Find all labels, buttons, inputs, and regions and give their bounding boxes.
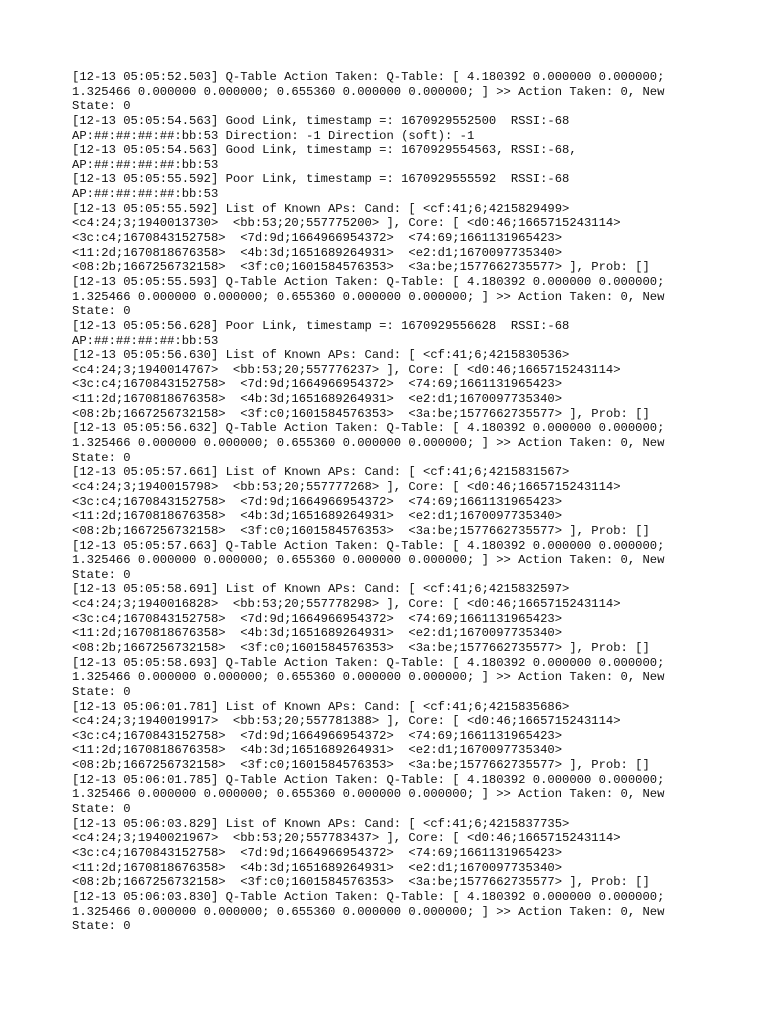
log-line: <08:2b;1667256732158> <3f:c0;1601584576353> <3a:be;1577662735577> ], Prob: [] xyxy=(72,640,650,655)
log-line: <c4:24;3;1940019917> <bb:53;20;557781388> ], Core: [ <d0:46;1665715243114> xyxy=(72,714,621,729)
log-line: <3c:c4;1670843152758> <7d:9d;1664966954372> <74:69;1661131965423> xyxy=(72,494,563,509)
log-line: [12-13 05:05:55.593] Q-Table Action Taken: Q-Table: [ 4.180392 0.000000 0.000000; xyxy=(72,274,665,289)
log-line: [12-13 05:05:55.592] List of Known APs: Cand: [ <cf:41;6;4215829499> xyxy=(72,201,570,216)
log-line: <3c:c4;1670843152758> <7d:9d;1664966954372> <74:69;1661131965423> xyxy=(72,728,563,743)
log-line: [12-13 05:06:03.829] List of Known APs: Cand: [ <cf:41;6;4215837735> xyxy=(72,816,570,831)
log-line: [12-13 05:05:56.632] Q-Table Action Taken: Q-Table: [ 4.180392 0.000000 0.000000; xyxy=(72,421,665,436)
log-line: AP:##:##:##:##:bb:53 xyxy=(72,333,219,348)
log-line: 1.325466 0.000000 0.000000; 0.655360 0.000000 0.000000; ] >> Action Taken: 0, New xyxy=(72,84,665,99)
log-line: State: 0 xyxy=(72,99,131,114)
log-line: [12-13 05:05:56.628] Poor Link, timestamp =: 1670929556628 RSSI:-68 xyxy=(72,318,570,333)
log-line: <3c:c4;1670843152758> <7d:9d;1664966954372> <74:69;1661131965423> xyxy=(72,611,563,626)
log-line: <3c:c4;1670843152758> <7d:9d;1664966954372> <74:69;1661131965423> xyxy=(72,845,563,860)
log-line: <11:2d;1670818676358> <4b:3d;1651689264931> <e2:d1;1670097735340> xyxy=(72,509,563,524)
log-line: <08:2b;1667256732158> <3f:c0;1601584576353> <3a:be;1577662735577> ], Prob: [] xyxy=(72,406,650,421)
log-line: <c4:24;3;1940014767> <bb:53;20;557776237> ], Core: [ <d0:46;1665715243114> xyxy=(72,362,621,377)
log-line: [12-13 05:05:54.563] Good Link, timestamp =: 1670929552500 RSSI:-68 xyxy=(72,113,570,128)
log-line: 1.325466 0.000000 0.000000; 0.655360 0.000000 0.000000; ] >> Action Taken: 0, New xyxy=(72,904,665,919)
log-line: State: 0 xyxy=(72,304,131,319)
log-line: AP:##:##:##:##:bb:53 xyxy=(72,157,219,172)
log-line: <11:2d;1670818676358> <4b:3d;1651689264931> <e2:d1;1670097735340> xyxy=(72,245,563,260)
log-line: State: 0 xyxy=(72,567,131,582)
log-line: <c4:24;3;1940021967> <bb:53;20;557783437> ], Core: [ <d0:46;1665715243114> xyxy=(72,831,621,846)
log-line: <08:2b;1667256732158> <3f:c0;1601584576353> <3a:be;1577662735577> ], Prob: [] xyxy=(72,758,650,773)
log-line: [12-13 05:05:55.592] Poor Link, timestamp =: 1670929555592 RSSI:-68 xyxy=(72,172,570,187)
log-line: <c4:24;3;1940016828> <bb:53;20;557778298> ], Core: [ <d0:46;1665715243114> xyxy=(72,597,621,612)
log-line: 1.325466 0.000000 0.000000; 0.655360 0.000000 0.000000; ] >> Action Taken: 0, New xyxy=(72,436,665,451)
log-line: [12-13 05:05:58.693] Q-Table Action Taken: Q-Table: [ 4.180392 0.000000 0.000000; xyxy=(72,655,665,670)
log-line: State: 0 xyxy=(72,684,131,699)
log-line: 1.325466 0.000000 0.000000; 0.655360 0.000000 0.000000; ] >> Action Taken: 0, New xyxy=(72,289,665,304)
log-line: 1.325466 0.000000 0.000000; 0.655360 0.000000 0.000000; ] >> Action Taken: 0, New xyxy=(72,787,665,802)
log-line: <3c:c4;1670843152758> <7d:9d;1664966954372> <74:69;1661131965423> xyxy=(72,231,563,246)
log-line: AP:##:##:##:##:bb:53 xyxy=(72,187,219,202)
log-line: <11:2d;1670818676358> <4b:3d;1651689264931> <e2:d1;1670097735340> xyxy=(72,626,563,641)
log-line: State: 0 xyxy=(72,450,131,465)
log-line: <c4:24;3;1940013730> <bb:53;20;557775200> ], Core: [ <d0:46;1665715243114> xyxy=(72,216,621,231)
log-line: AP:##:##:##:##:bb:53 Direction: -1 Direction (soft): -1 xyxy=(72,128,475,143)
log-line: State: 0 xyxy=(72,802,131,817)
log-line: 1.325466 0.000000 0.000000; 0.655360 0.000000 0.000000; ] >> Action Taken: 0, New xyxy=(72,553,665,568)
log-line: 1.325466 0.000000 0.000000; 0.655360 0.000000 0.000000; ] >> Action Taken: 0, New xyxy=(72,670,665,685)
log-line: [12-13 05:05:52.503] Q-Table Action Taken: Q-Table: [ 4.180392 0.000000 0.000000; xyxy=(72,70,665,84)
log-line: [12-13 05:05:57.661] List of Known APs: Cand: [ <cf:41;6;4215831567> xyxy=(72,465,570,480)
log-line: [12-13 05:06:01.785] Q-Table Action Taken: Q-Table: [ 4.180392 0.000000 0.000000; xyxy=(72,772,665,787)
log-line: <11:2d;1670818676358> <4b:3d;1651689264931> <e2:d1;1670097735340> xyxy=(72,860,563,875)
log-line: State: 0 xyxy=(72,919,131,934)
log-line: <08:2b;1667256732158> <3f:c0;1601584576353> <3a:be;1577662735577> ], Prob: [] xyxy=(72,523,650,538)
log-text xyxy=(72,70,712,934)
log-line: [12-13 05:06:01.781] List of Known APs: Cand: [ <cf:41;6;4215835686> xyxy=(72,699,570,714)
log-line: <08:2b;1667256732158> <3f:c0;1601584576353> <3a:be;1577662735577> ], Prob: [] xyxy=(72,260,650,275)
log-line: <08:2b;1667256732158> <3f:c0;1601584576353> <3a:be;1577662735577> ], Prob: [] xyxy=(72,875,650,890)
log-line: [12-13 05:05:57.663] Q-Table Action Taken: Q-Table: [ 4.180392 0.000000 0.000000; xyxy=(72,538,665,553)
log-line: <11:2d;1670818676358> <4b:3d;1651689264931> <e2:d1;1670097735340> xyxy=(72,392,563,407)
log-line: [12-13 05:05:56.630] List of Known APs: Cand: [ <cf:41;6;4215830536> xyxy=(72,348,570,363)
log-line: <3c:c4;1670843152758> <7d:9d;1664966954372> <74:69;1661131965423> xyxy=(72,377,563,392)
log-line: [12-13 05:05:54.563] Good Link, timestamp =: 1670929554563, RSSI:-68, xyxy=(72,143,577,158)
log-line: [12-13 05:06:03.830] Q-Table Action Taken: Q-Table: [ 4.180392 0.000000 0.000000; xyxy=(72,889,665,904)
log-line: <11:2d;1670818676358> <4b:3d;1651689264931> <e2:d1;1670097735340> xyxy=(72,743,563,758)
log-line: [12-13 05:05:58.691] List of Known APs: Cand: [ <cf:41;6;4215832597> xyxy=(72,582,570,597)
log-line: <c4:24;3;1940015798> <bb:53;20;557777268> ], Core: [ <d0:46;1665715243114> xyxy=(72,479,621,494)
